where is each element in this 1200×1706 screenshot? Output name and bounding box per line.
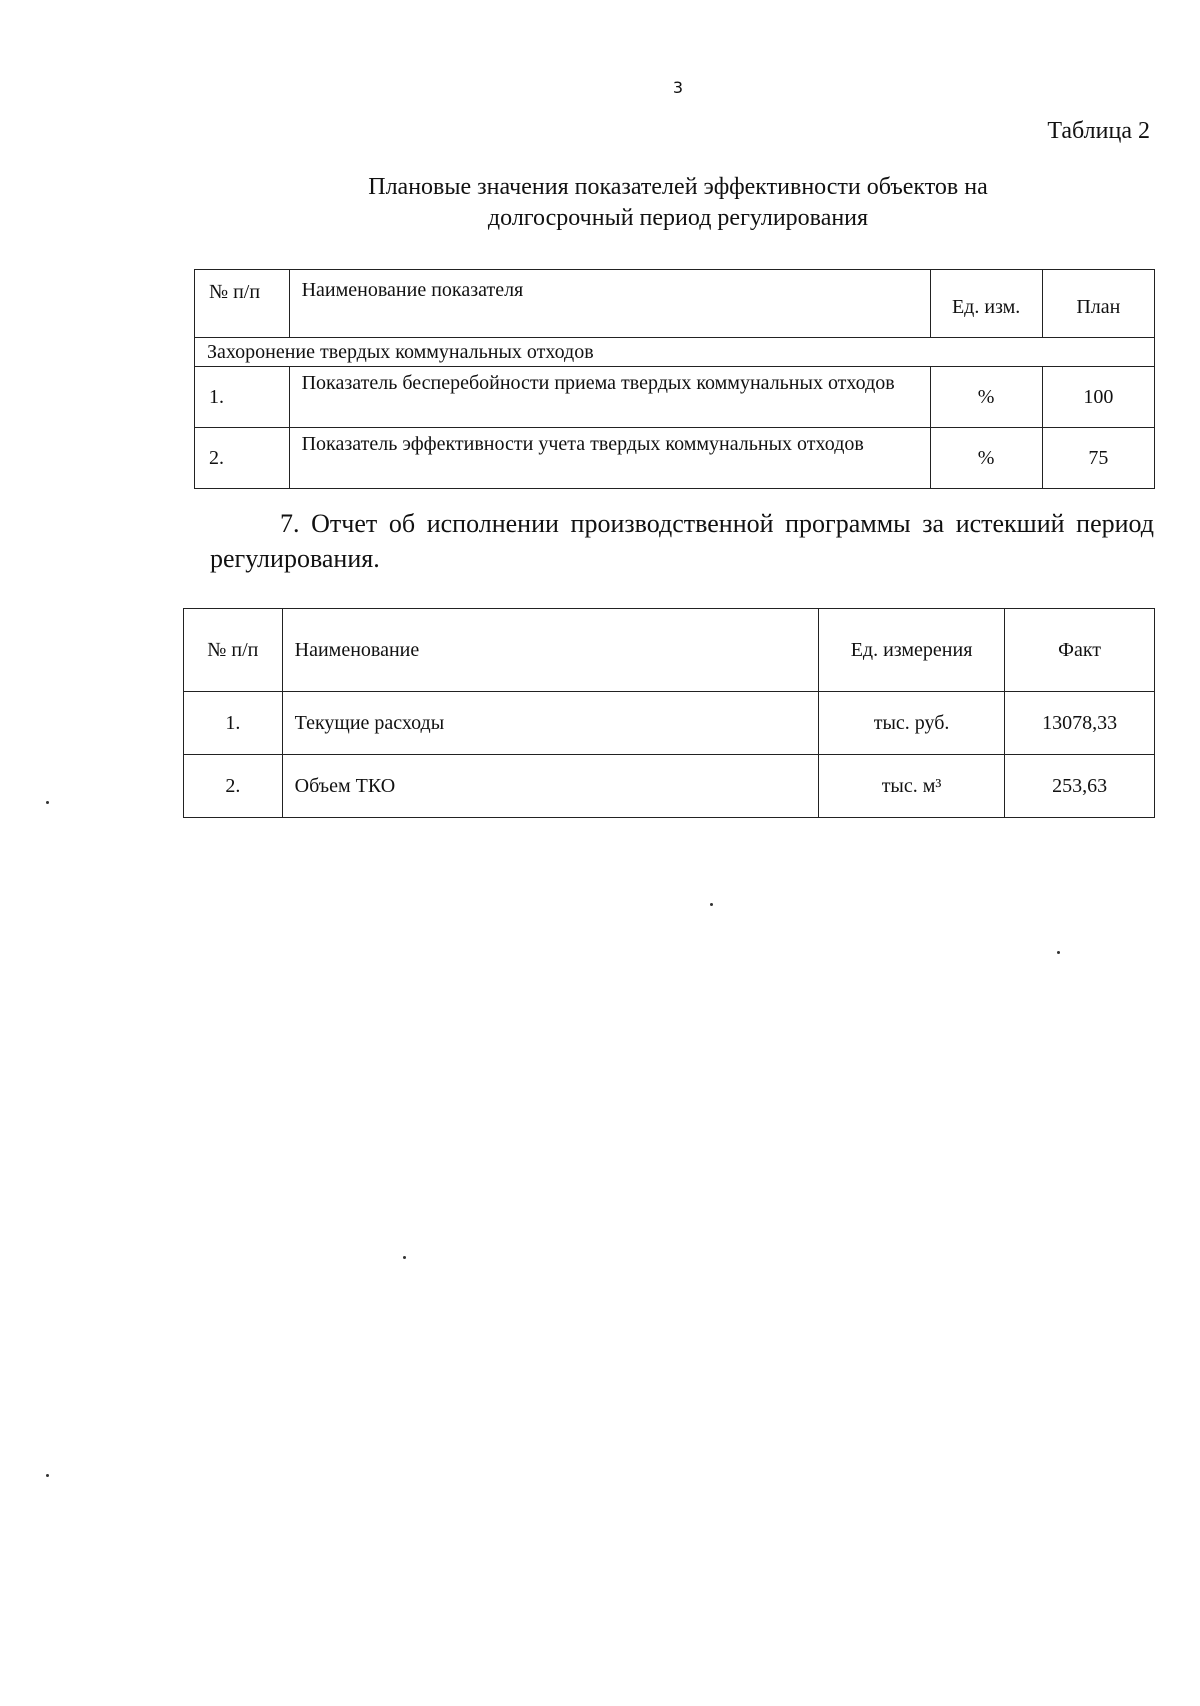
table-header-row (184, 609, 1155, 692)
table-row (184, 755, 1155, 818)
header-fact: Факт (1005, 609, 1155, 692)
row-fact: 253,63 (1005, 755, 1155, 818)
table-header-row (195, 270, 1155, 338)
row-unit: тыс. м³ (818, 755, 1004, 818)
row-unit: % (930, 367, 1042, 428)
header-name: Наименование (282, 609, 818, 692)
row-unit: % (930, 428, 1042, 489)
performance-indicators-table (194, 269, 1155, 489)
header-name: Наименование показателя (289, 270, 930, 338)
page-number: 3 (672, 78, 684, 97)
section-row (195, 338, 1155, 367)
section-title: Захоронение твердых коммунальных отходов (195, 338, 1155, 367)
table-row (195, 428, 1155, 489)
program-report-table (183, 608, 1155, 818)
scan-speck (403, 1256, 406, 1259)
table-title-line-1: Плановые значения показателей эффективности объектов на (368, 174, 988, 200)
header-unit: Ед. изм. (930, 270, 1042, 338)
row-fact: 13078,33 (1005, 692, 1155, 755)
row-num: 1. (195, 367, 290, 428)
row-num: 1. (184, 692, 283, 755)
header-num: № п/п (195, 270, 290, 338)
row-num: 2. (184, 755, 283, 818)
table-title-line-2: долгосрочный период регулирования (487, 205, 869, 231)
header-plan: План (1042, 270, 1154, 338)
row-name: Текущие расходы (282, 692, 818, 755)
header-num: № п/п (184, 609, 283, 692)
row-name: Объем ТКО (282, 755, 818, 818)
row-name: Показатель эффективности учета твердых коммунальных отходов (289, 428, 930, 489)
row-unit: тыс. руб. (818, 692, 1004, 755)
scan-speck (46, 801, 49, 804)
table-row (184, 692, 1155, 755)
scan-speck (710, 903, 713, 906)
row-num: 2. (195, 428, 290, 489)
section-7-text: 7. Отчет об исполнении производственной программы за истекший период регулирования. (210, 509, 1154, 573)
scan-speck (46, 1474, 49, 1477)
table-title (0, 172, 1200, 234)
header-unit: Ед. измерения (818, 609, 1004, 692)
row-plan: 100 (1042, 367, 1154, 428)
scan-speck (1057, 951, 1060, 954)
table-label: Таблица 2 (1047, 118, 1150, 144)
section-7-heading (210, 506, 1154, 576)
row-name: Показатель бесперебойности приема твердых коммунальных отходов (289, 367, 930, 428)
table-row (195, 367, 1155, 428)
row-plan: 75 (1042, 428, 1154, 489)
